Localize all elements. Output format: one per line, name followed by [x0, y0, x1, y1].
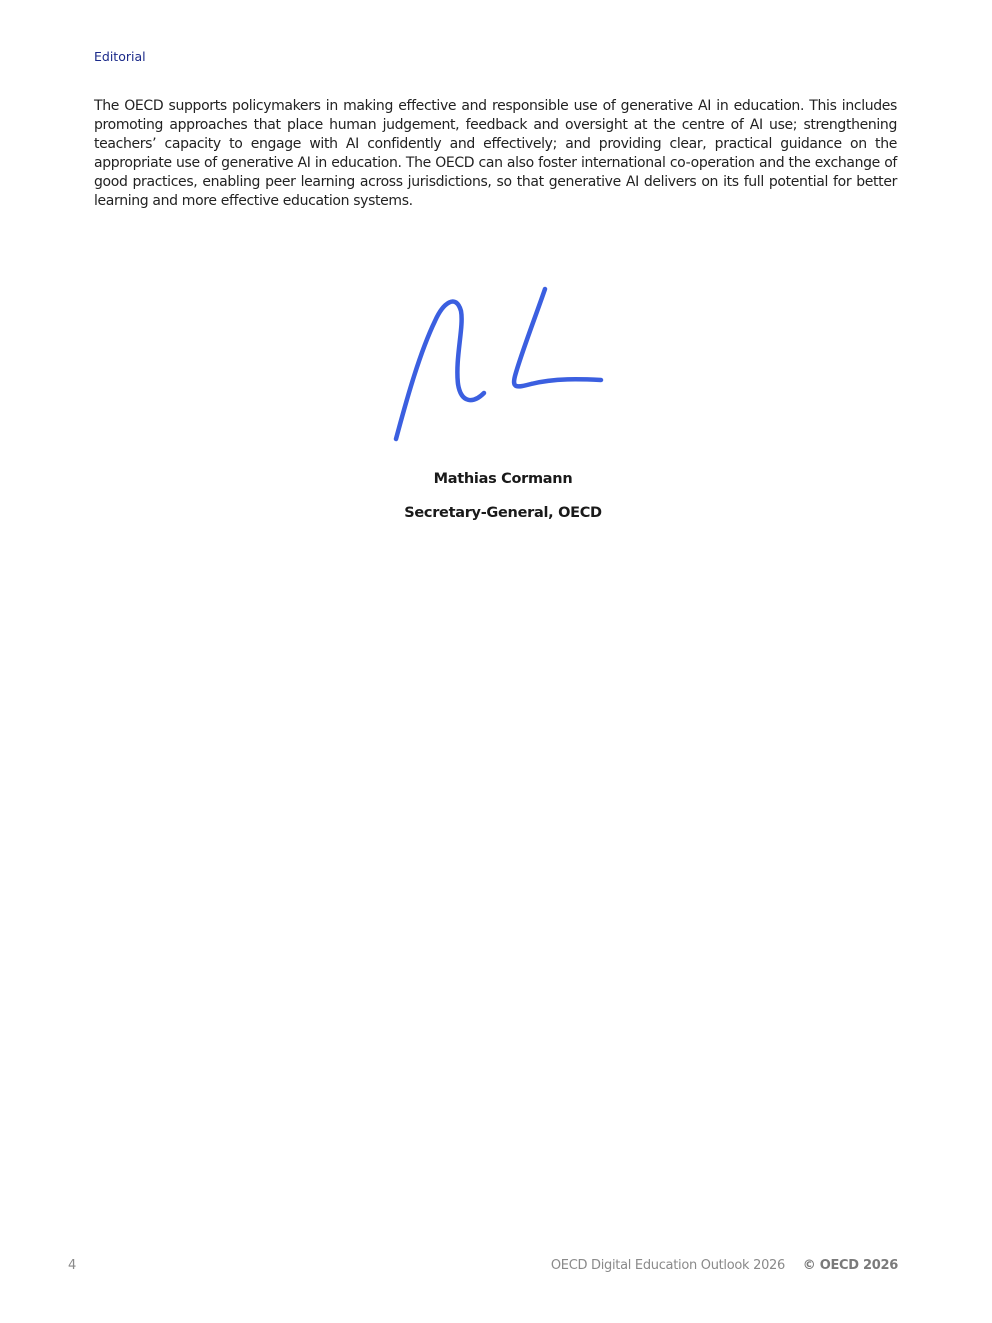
signature-stroke-2: [514, 289, 601, 386]
signature-stroke-1: [396, 302, 484, 439]
editorial-paragraph: The OECD supports policymakers in making effective and responsible use of generative AI in education. This includes promoting approaches that place human judgement, feedback and oversight at the centre of AI use; strengthening teachers’ capacity to engage with AI confidently and effectively; and providing clear, practical guidance on the appropriate use of generative AI in education. The OECD can also foster international co-operation and the exchange of good practices, enabling peer learning across jurisdictions, so that generative AI delivers on its full potential for better learning and more effective education systems.: [94, 98, 897, 209]
signer-name: Mathias Cormann: [433, 471, 573, 487]
footer-page-number: 4: [68, 1258, 77, 1273]
signer-title: Secretary-General, OECD: [404, 505, 602, 521]
footer-copyright: © OECD 2026: [802, 1258, 898, 1273]
handwritten-signature: [385, 280, 615, 450]
running-header-section-label: Editorial: [94, 49, 146, 64]
footer-publication-title: OECD Digital Education Outlook 2026: [550, 1258, 785, 1273]
